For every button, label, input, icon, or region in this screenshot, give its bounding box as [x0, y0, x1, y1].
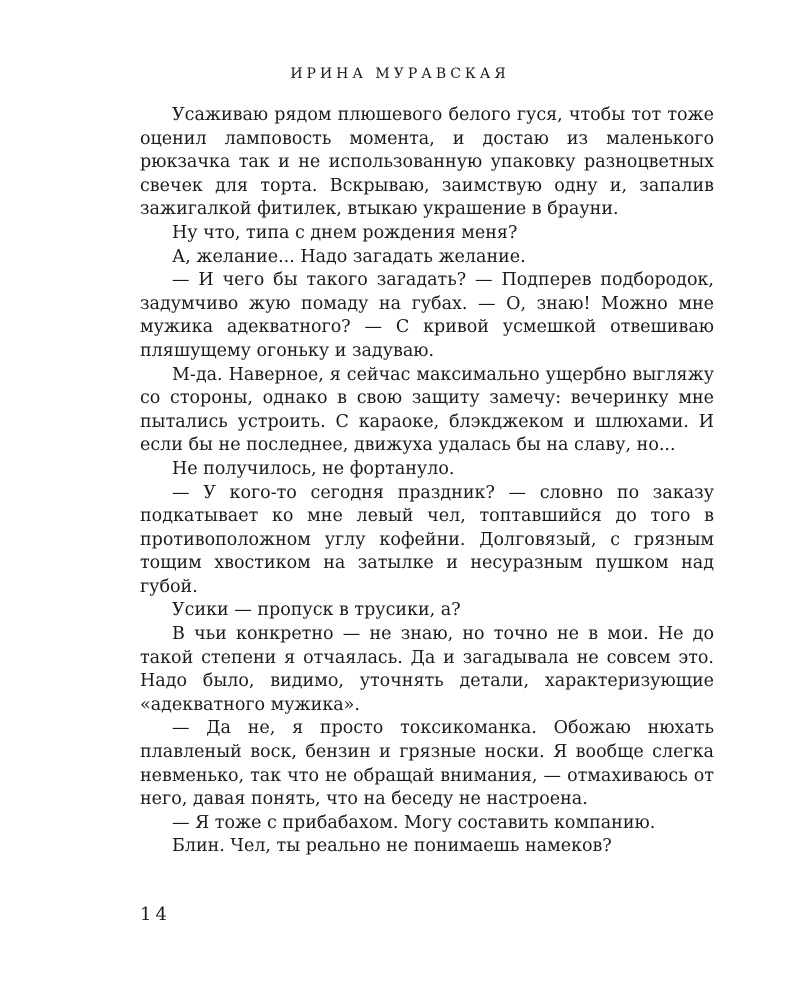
paragraph: Усаживаю рядом плюшевого белого гуся, чтобы тот тоже оценил ламповость момента, и достаю из маленького рюкзачка так и не использованную упаковку разноцветных свечек для торта. Вскрываю, заимствую одну и, запалив зажигалкой фитилек, втыкаю украшение в брауни.	[140, 105, 714, 220]
body-text	[140, 104, 714, 859]
paragraph: — И чего бы такого загадать? — Подперев подбородок, задумчиво жую помаду на губах. — О, знаю! Можно мне мужика адекватного? — С кривой усмешкой отвешиваю пляшущему огоньку и задуваю.	[140, 270, 714, 361]
paragraph: Ну что, типа с днем рождения меня?	[172, 222, 518, 243]
paragraph: А, желание... Надо загадать желание.	[172, 246, 526, 267]
paragraph: — Я тоже с прибабахом. Могу составить компанию.	[172, 812, 656, 833]
paragraph: В чьи конкретно — не знаю, но точно не в мои. Не до такой степени я отчаялась. Да и загадывала не совсем это. Надо было, видимо, уточнять детали, характеризующие «адекватного мужика».	[140, 624, 714, 715]
paragraph: М-да. Наверное, я сейчас максимально ущербно выгляжу со стороны, однако в свою защиту замечу: вечеринку мне пытались устроить. С караоке, блэкджеком и шлюхами. И если бы не последнее, движуха удалась бы на славу, но...	[140, 364, 714, 456]
paragraph: — Да не, я просто токсикоманка. Обожаю нюхать плавленый воск, бензин и грязные носки. Я вообще слегка невменько, так что не обращай внимания, — отмахиваюсь от него, давая понять, что на беседу не настроена.	[140, 718, 714, 810]
paragraph: Усики — пропуск в трусики, а?	[172, 600, 461, 621]
paragraph: Блин. Чел, ты реально не понимаешь намеков?	[172, 836, 612, 857]
page-number: 14	[140, 904, 171, 925]
paragraph: — У кого-то сегодня праздник? — словно по заказу подкатывает ко мне левый чел, топтавшийся до того в противоположном углу кофейни. Долговязый, с грязным тощим хвостиком на затылке и несуразным пушком над губой.	[140, 482, 714, 597]
paragraph: Не получилось, не фортануло.	[172, 458, 455, 479]
running-head-author: ИРИНА МУРАВСКАЯ	[290, 66, 510, 82]
